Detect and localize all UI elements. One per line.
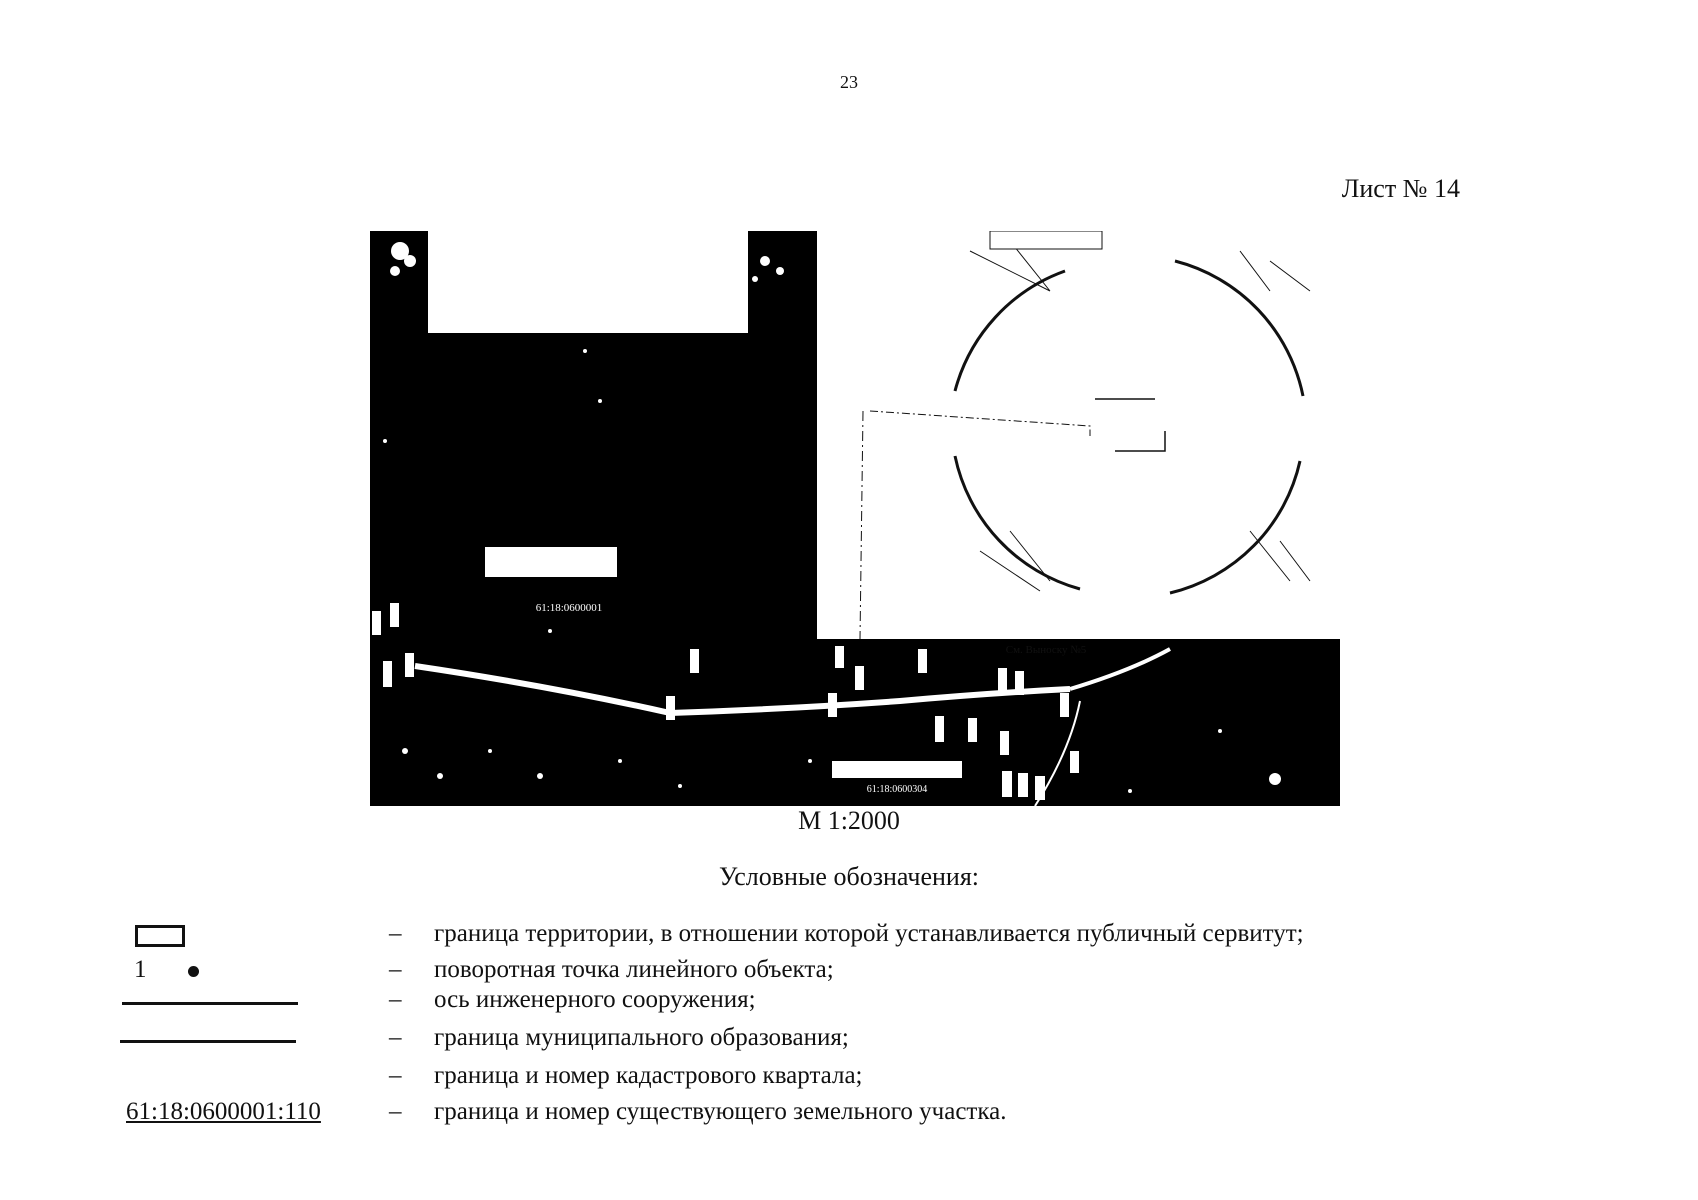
legend-text: ось инженерного сооружения;: [434, 986, 756, 1013]
legend-dash: –: [389, 1098, 402, 1125]
legend-dash: –: [389, 956, 402, 983]
legend-parcel-code: 61:18:0600001:110: [126, 1098, 321, 1125]
legend-dash: –: [389, 1062, 402, 1089]
legend-dash: –: [389, 1024, 402, 1051]
legend-title: Условные обозначения:: [718, 862, 980, 891]
legend-text: граница территории, в отношении которой устанавливается публичный сервитут;: [434, 920, 1304, 947]
legend-symbol-thick-line: [110, 984, 380, 1020]
page-number: 23: [840, 72, 858, 92]
quarter-plate-lower: [832, 761, 962, 778]
legend-row-axis: [0, 984, 1698, 1020]
point-dot-icon: [188, 966, 199, 977]
legend-text: граница муниципального образования;: [434, 1024, 849, 1051]
legend-symbol-rectangle: [110, 918, 380, 954]
legend-dash: –: [389, 920, 402, 947]
legend-text: граница и номер существующего земельного участка.: [434, 1098, 1007, 1125]
quarter-label-main: 61:18:0600001: [535, 602, 603, 614]
legend-symbol-code: [110, 1096, 380, 1132]
legend-point-number: 1: [134, 956, 147, 983]
legend-row-servitude: [0, 918, 1698, 954]
inset-reference-label: См. Выноску №5: [1005, 644, 1087, 656]
legend-dash: –: [389, 986, 402, 1013]
legend-row-quarter: [0, 1060, 1698, 1096]
legend-text: поворотная точка линейного объекта;: [434, 956, 834, 983]
legend-text: граница и номер кадастрового квартала;: [434, 1062, 863, 1089]
legend-symbol-line: [110, 1022, 380, 1058]
cadastral-map: [370, 231, 1340, 806]
map-white-area: [428, 231, 748, 333]
sheet-number: Лист № 14: [1341, 174, 1460, 203]
legend-row-parcel: [0, 1096, 1698, 1132]
quarter-label-lower: 61:18:0600304: [866, 784, 928, 795]
legend-row-municipal: [0, 1022, 1698, 1058]
inset-reference-box: [990, 231, 1102, 249]
quarter-plate-main: [485, 547, 617, 577]
inset-panel: [817, 231, 1340, 639]
map-scale: М 1:2000: [798, 806, 900, 835]
